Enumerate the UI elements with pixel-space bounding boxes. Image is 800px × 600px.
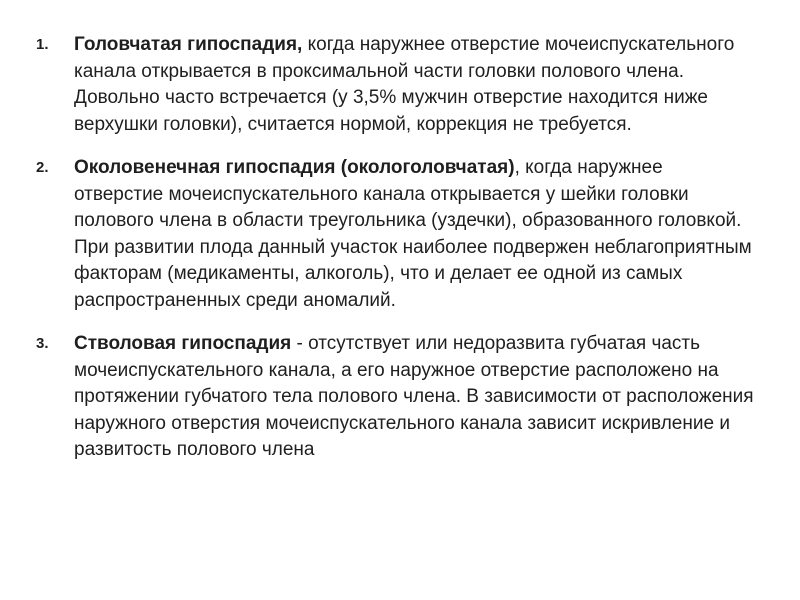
list-item-number: 1. — [36, 36, 49, 53]
list-item — [36, 331, 756, 464]
list-item-text — [74, 32, 756, 138]
list-item-body: когда наружнее отверстие мочеиспускательного канала открывается в проксимальной части головки полового члена. Довольно часто встречается (у 3,5% мужчин отверстие находится ниже верхушки головки), считается нормой, коррекция не требуется. — [74, 34, 735, 135]
list-item — [36, 155, 756, 314]
list-item-body: , когда наружнее отверстие мочеиспускательного канала открывается у шейки головки полового члена в области треугольника (уздечки), образованного головкой. При развитии плода данный участок наиболее подвержен неблагоприятным факторам (медикаменты, алкоголь), что и делает ее одной из самых распространенных среди аномалий. — [74, 157, 752, 311]
list-item-text — [74, 331, 756, 464]
list-item-title: Околовенечная гипоспадия (окологоловчатая) — [74, 157, 515, 178]
list-item-number: 2. — [36, 159, 49, 176]
list-item-title: Стволовая гипоспадия — [74, 333, 292, 354]
numbered-list — [36, 32, 756, 481]
list-item-number: 3. — [36, 335, 49, 352]
list-item-title: Головчатая гипоспадия, — [74, 34, 303, 55]
list-item-body: - отсутствует или недоразвита губчатая часть мочеиспускательного канала, а его наружное отверстие расположено на протяжении губчатого тела полового члена. В зависимости от расположения наружного отверстия мочеиспускательного канала зависит искривление и развитость полового члена — [74, 333, 754, 460]
list-item-text — [74, 155, 756, 314]
list-item — [36, 32, 756, 138]
